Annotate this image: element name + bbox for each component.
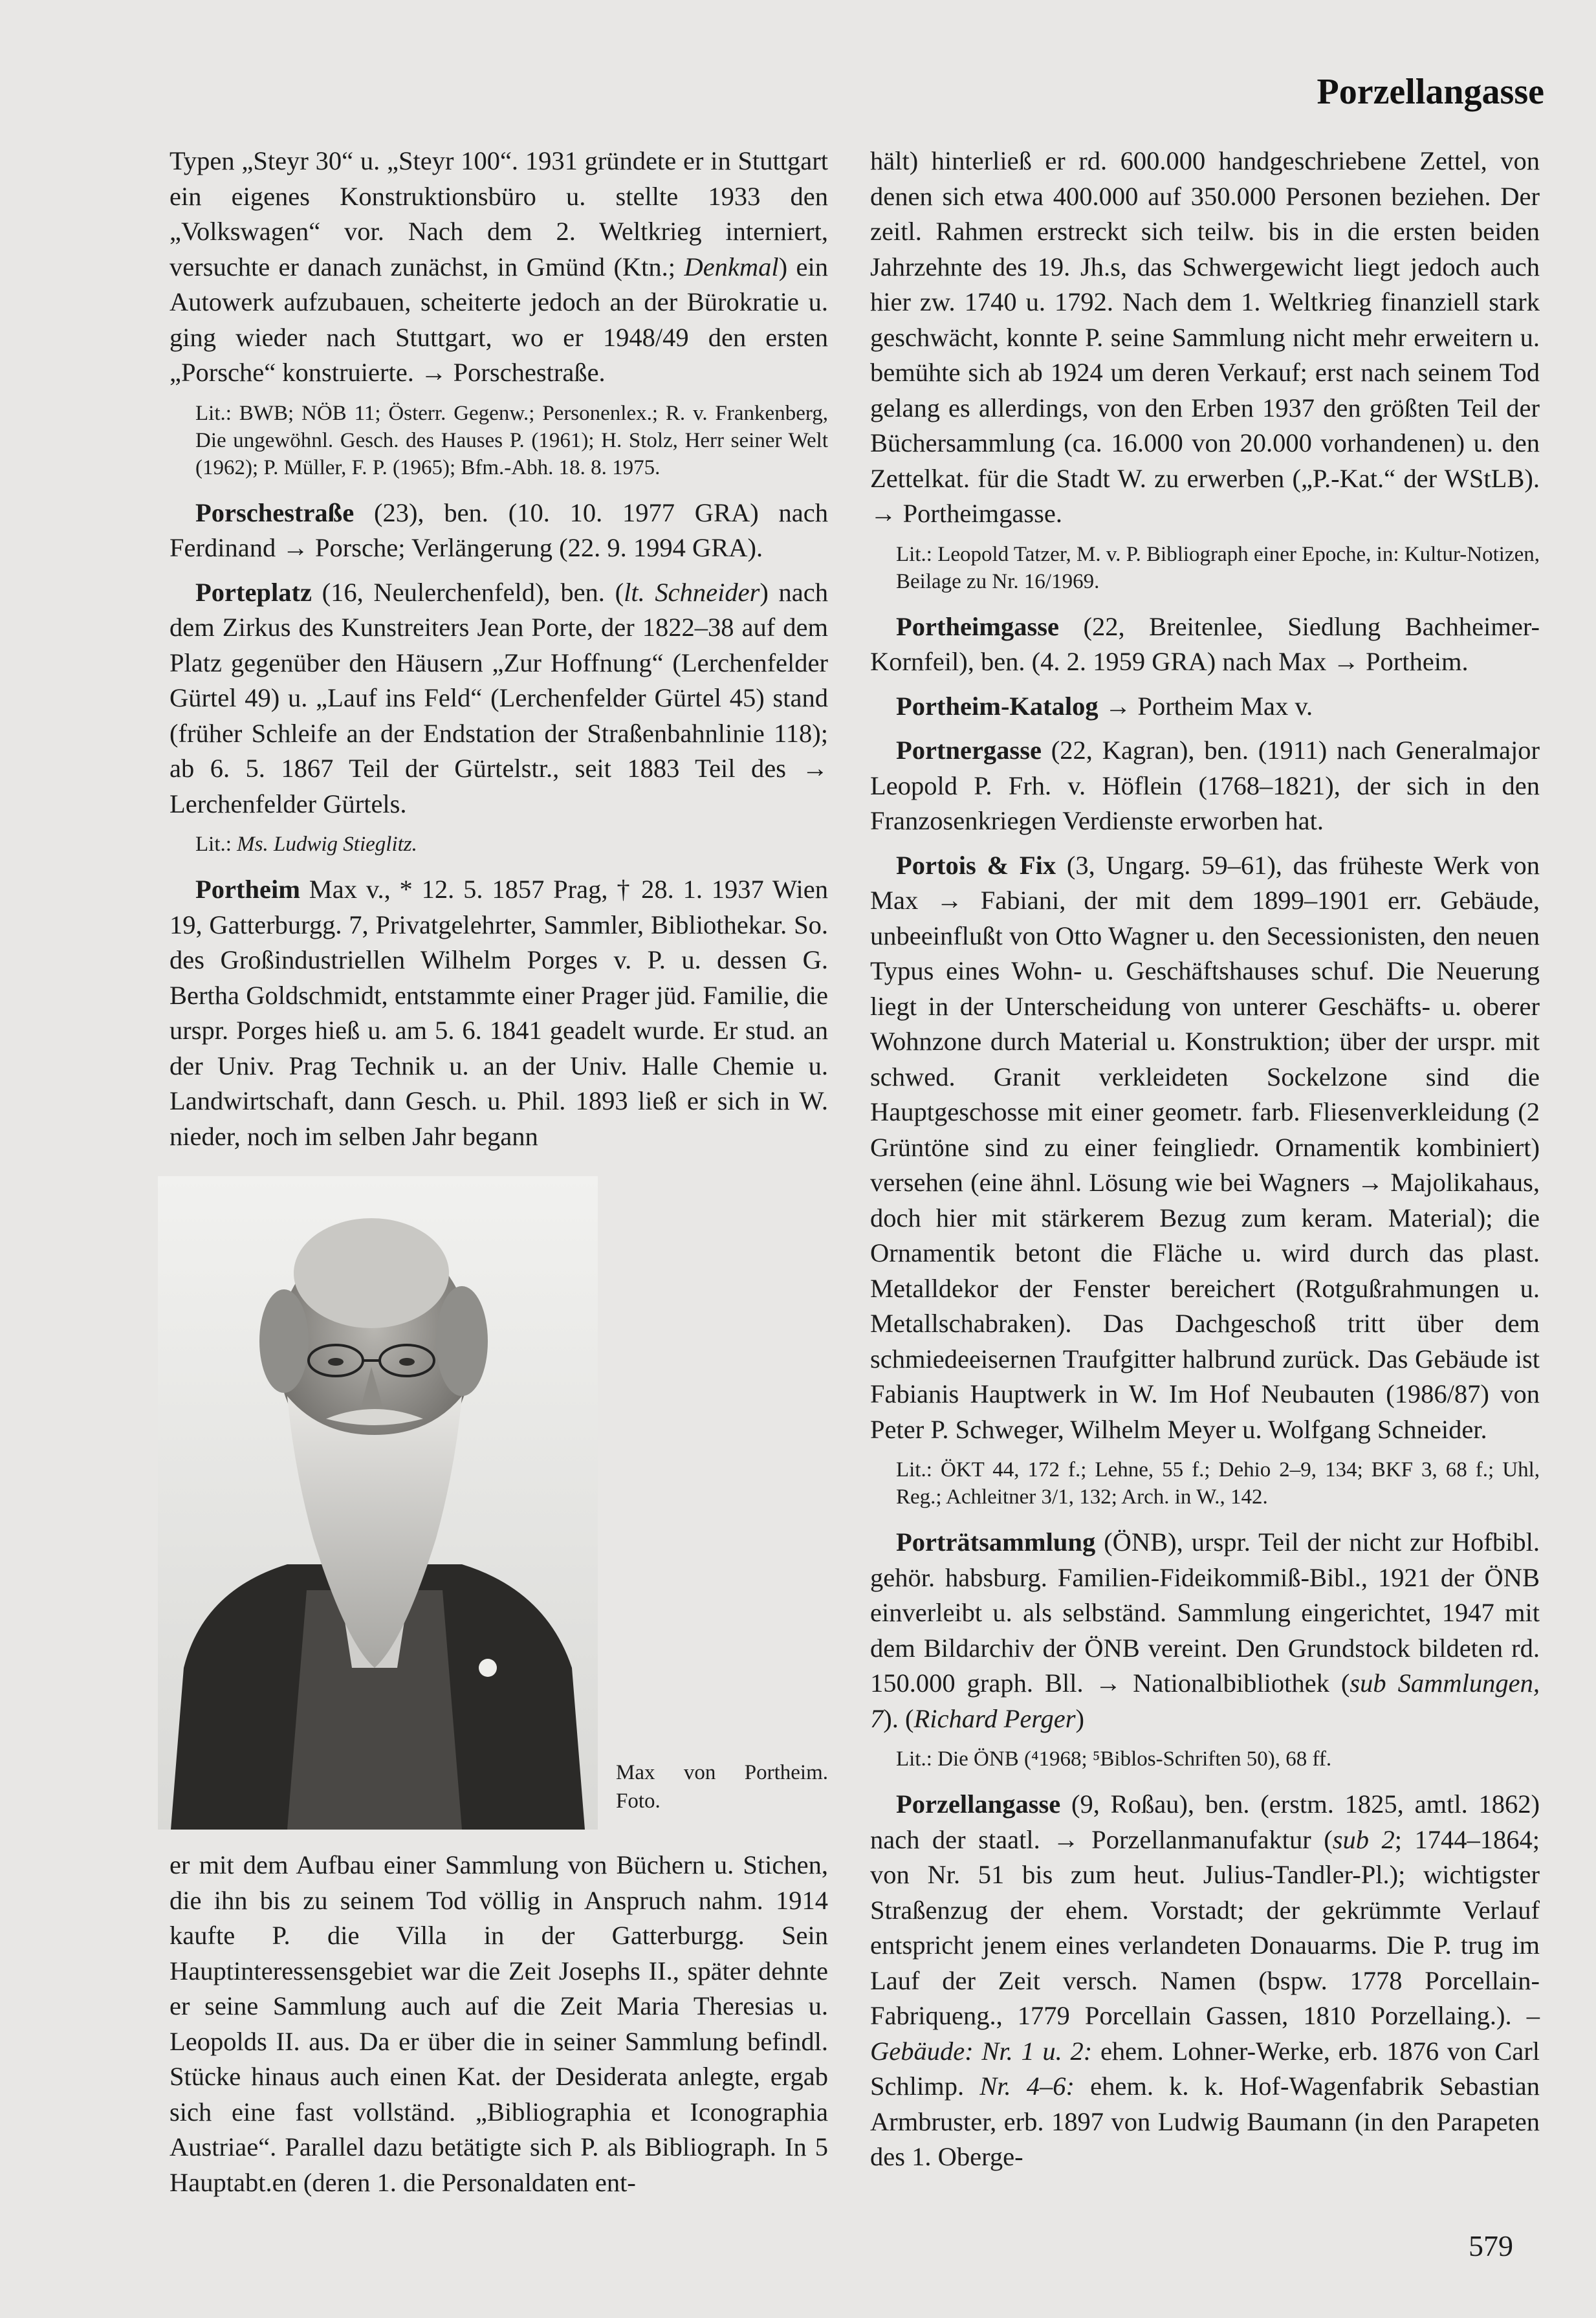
headword-porteplatz: Porteplatz: [195, 577, 312, 607]
headword-portheim-katalog: Portheim-Katalog: [896, 691, 1099, 721]
headword-portois-fix: Portois & Fix: [896, 850, 1056, 880]
paragraph-porsche-continued: Typen „Steyr 30“ u. „Steyr 100“. 1931 gründete er in Stuttgart ein eigenes Konstruktionsbüro u. stellte 1933 den „Volkswagen“ vor. Nach dem 2. Weltkrieg interniert, versuchte er danach zunächst, in Gmünd (Ktn.; Denkmal) ein Autowerk aufzubauen, scheiterte jedoch an der Bürokratie u. ging wieder nach Stuttgart, wo er 1948/49 den ersten „Porsche“ konstruierte. → Porschestraße.: [169, 146, 829, 387]
right-column: [870, 144, 1540, 2184]
running-head-title: Porzellangasse: [1317, 72, 1544, 112]
entry-portnergasse: Portnergasse (22, Kagran), ben. (1911) nach Generalmajor Leopold P. Frh. v. Höflein (1768–1821), der sich in den Franzosenkriegen Verdienste erworben hat.: [870, 736, 1540, 835]
headword-portnergasse: Portnergasse: [896, 736, 1042, 765]
headword-portraetsammlung: Porträtsammlung: [896, 1527, 1096, 1557]
page-number: 579: [1469, 2229, 1513, 2262]
portrait-photo: [158, 1176, 598, 1830]
paragraph-portheim-right: hält) hinterließ er rd. 600.000 handgeschriebene Zettel, von denen sich etwa 400.000 auf 350.000 Personen beziehen. Der zeitl. Rahmen erstreckt sich teilw. bis in die ersten beiden Jahrzehnte des 19. Jh.s, das Schwergewicht liegt jedoch auch hier zw. 1740 u. 1792. Nach dem 1. Weltkrieg finanziell stark geschwächt, konnte P. seine Sammlung nicht mehr erweitern u. bemühte sich ab 1924 um deren Verkauf; erst nach seinem Tod gelang es allerdings, von den Erben 1937 den größten Teil der Büchersammlung (ca. 16.000 von 20.000 vorhandenen) u. den Zettelkat. für die Stadt W. zu erwerben („P.-Kat.“ der WStLB). → Portheimgasse.: [870, 146, 1540, 528]
literature-porsche: Lit.: BWB; NÖB 11; Österr. Gegenw.; Personenlex.; R. v. Frankenberg, Die ungewöhnl. Gesch. des Hauses P. (1961); H. Stolz, Herr seiner Welt (1962); P. Müller, F. P. (1965); Bfm.-Abh. 18. 8. 1975.: [195, 401, 828, 479]
headword-porschestrasse: Porschestraße: [195, 497, 355, 527]
portrait-illustration: [158, 1176, 598, 1830]
literature-portois-fix: Lit.: ÖKT 44, 172 f.; Lehne, 55 f.; Dehio 2–9, 134; BKF 3, 68 f.; Uhl, Reg.; Achleitner 3/1, 132; Arch. in W., 142.: [896, 1458, 1540, 1509]
entry-porzellangasse: Porzellangasse (9, Roßau), ben. (erstm. 1825, amtl. 1862) nach der staatl. → Porzellanmanufaktur (sub 2; 1744–1864; von Nr. 51 bis zum heut. Julius-Tandler-Pl.); wichtigster Straßenzug der ehem. Vorstadt; der gekrümmte Verlauf entspricht jenem eines verlandeten Donauarms. Die P. trug im Lauf der Zeit versch. Namen (bspw. 1778 Porcellain-Fabriqueng., 1779 Porcellain Gassen, 1810 Porzellaing.). – Gebäude: Nr. 1 u. 2: ehem. Lohner-Werke, erb. 1876 von Carl Schlimp. Nr. 4–6: ehem. k. k. Hof-Wagenfabrik Sebastian Armbruster, erb. 1897 von Ludwig Baumann (in den Parapeten des 1. Oberge-: [870, 1789, 1540, 2171]
headword-portheim: Portheim: [195, 875, 300, 904]
entry-portheimgasse: Portheimgasse (22, Breitenlee, Siedlung Bachheimer-Kornfeil), ben. (4. 2. 1959 GRA) nach Max → Portheim.: [870, 611, 1540, 676]
literature-portraetsammlung: Lit.: Die ÖNB (⁴1968; ⁵Biblos-Schriften 50), 68 ff.: [896, 1747, 1332, 1771]
entry-porschestrasse: Porschestraße (23), ben. (10. 10. 1977 GRA) nach Ferdinand → Porsche; Verlängerung (22. 9. 1994 GRA).: [169, 497, 828, 562]
literature-portheim: Lit.: Leopold Tatzer, M. v. P. Bibliograph einer Epoche, in: Kultur-Notizen, Beilage zu Nr. 16/1969.: [896, 542, 1540, 593]
entry-porteplatz: Porteplatz (16, Neulerchenfeld), ben. (lt. Schneider) nach dem Zirkus des Kunstreiters Jean Porte, der 1822–38 auf dem Platz gegenüber den Häusern „Zur Hoffnung“ (Lerchenfelder Gürtel 49) u. „Lauf ins Feld“ (Lerchenfelder Gürtel 45) stand (früher Schleife an der Endstation der Straßenbahnlinie 118); ab 6. 5. 1867 Teil der Gürtelstr., seit 1883 Teil des → Lerchenfelder Gürtels.: [169, 577, 828, 818]
photo-caption: Max von Portheim. Foto.: [616, 1761, 828, 1813]
literature-porteplatz: Lit.: Ms. Ludwig Stieglitz.: [195, 833, 417, 856]
headword-porzellangasse: Porzellangasse: [896, 1789, 1061, 1819]
entry-portraetsammlung: Porträtsammlung (ÖNB), urspr. Teil der nicht zur Hofbibl. gehör. habsburg. Familien-Fideikommiß-Bibl., 1921 der ÖNB einverleibt u. als selbständ. Sammlung eingerichtet, 1947 mit dem Bildarchiv der ÖNB vereint. Den Grundstock bildeten rd. 150.000 graph. Bll. → Nationalbibliothek (sub Sammlungen, 7). (Richard Perger): [870, 1527, 1540, 1733]
entry-portheim: Portheim Max v., * 12. 5. 1857 Prag, † 28. 1. 1937 Wien 19, Gatterburgg. 7, Privatgelehrter, Sammler, Bibliothekar. So. des Großindustriellen Wilhelm Porges v. P. u. dessen G. Bertha Goldschmidt, entstammte einer Prager jüd. Familie, die urspr. Porges hieß u. am 5. 6. 1841 geadelt wurde. Er stud. an der Univ. Prag Technik u. an der Univ. Halle Chemie u. Landwirtschaft, dann Gesch. u. Phil. 1893 ließ er sich in W. nieder, noch im selben Jahr begann: [169, 875, 828, 1151]
left-column: [169, 144, 828, 2209]
headword-portheimgasse: Portheimgasse: [896, 611, 1059, 641]
paragraph-portheim-continued: er mit dem Aufbau einer Sammlung von Büchern u. Stichen, die ihn bis zu seinem Tod völlig in Anspruch nahm. 1914 kaufte P. die Villa in der Gatterburgg. Sein Hauptinteressensgebiet war die Zeit Josephs II., später dehnte er seine Sammlung auch auf die Zeit Maria Theresias u. Leopolds II. aus. Da er über die in seiner Sammlung befindl. Stücke hinaus auch einen Kat. der Desiderata anlegte, ergab sich eine fast vollständ. „Bibliographia et Iconographia Austriae“. Parallel dazu betätigte sich P. als Bibliograph. In 5 Hauptabt.en (deren 1. die Personaldaten ent-: [169, 1850, 828, 2197]
entry-portois-fix: Portois & Fix (3, Ungarg. 59–61), das früheste Werk von Max → Fabiani, der mit dem 1899–1901 err. Gebäude, unbeeinflußt von Otto Wagner u. den Secessionisten, den neuen Typus eines Wohn- u. Geschäftshauses schuf. Die Neuerung liegt in der Unterscheidung von unterer Geschäfts- u. oberer Wohnzone durch Material u. Konstruktion; über der urspr. mit schwed. Granit verkleideten Sockelzone sind die Hauptgeschosse mit einer geometr. farb. Fliesenverkleidung (2 Grüntöne sind zu einer feingliedr. Ornamentik kombiniert) versehen (eine ähnl. Lösung wie bei Wagners → Majolikahaus, doch hier mit stärkerem Bezug zum keram. Material); die Ornamentik betont die Fläche u. wird durch das plast. Metalldekor der Fenster bereichert (Rotgußrahmungen u. Metallschabraken). Das Dachgeschoß tritt über dem schmiedeeisernen Traufgitter halbrund zurück. Das Gebäude ist Fabianis Hauptwerk in W. Im Hof Neubauten (1986/87) von Peter P. Schweger, Wilhelm Meyer u. Wolfgang Schneider.: [870, 850, 1540, 1444]
portrait-figure: [169, 1176, 828, 1836]
entry-portheim-katalog: Portheim-Katalog → Portheim Max v.: [896, 691, 1313, 721]
